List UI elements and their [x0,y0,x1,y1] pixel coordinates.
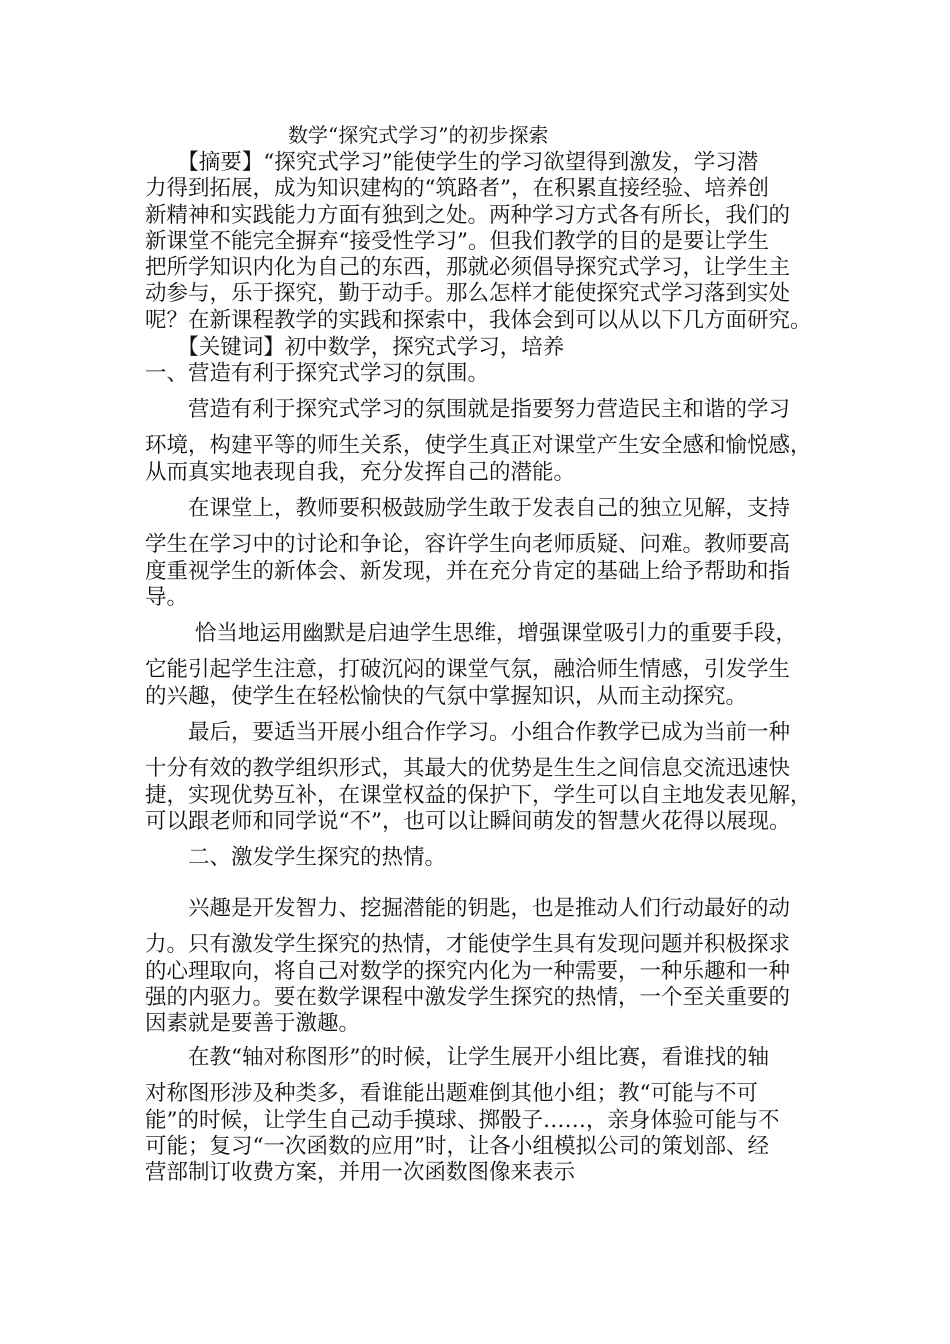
section-1-paragraph [145,720,825,835]
paragraph-line: 从而真实地表现自我，充分发挥自己的潜能。 [145,459,576,485]
section-2-paragraph [145,896,825,1037]
abstract-line: 把所学知识内化为自己的东西，那就必须倡导探究式学习，让学生主 [145,255,791,281]
paragraph-first-line: 恰当地运用幽默是启迪学生思维，增强课堂吸引力的重要手段， [145,621,797,646]
section-2-heading: 二、激发学生探究的热情。 [145,845,447,870]
paragraph-line: 能”的时候，让学生自己动手摸球、掷骰子……，亲身体验可能与不 [145,1107,780,1133]
paragraph-line: 对称图形涉及种类多，看谁能出题难倒其他小组；教“可能与不可 [145,1081,758,1107]
section-2-paragraph [145,1045,825,1186]
paragraph-line: 十分有效的教学组织形式，其最大的优势是生生之间信息交流迅速快 [145,756,791,782]
paragraph-first-line: 在课堂上，教师要积极鼓励学生敢于发表自己的独立见解，支持 [145,496,791,521]
section-2-heading-block [145,845,825,871]
section-1-paragraph [145,496,825,611]
paragraph-line: 力。只有激发学生探究的热情，才能使学生具有发现问题并积极探求 [145,932,791,958]
abstract-line: 新精神和实践能力方面有独到之处。两种学习方式各有所长，我们的 [145,202,791,228]
paragraph-line: 环境，构建平等的师生关系，使学生真正对课堂产生安全感和愉悦感， [145,433,812,459]
document-title: 数学“探究式学习”的初步探索 [288,123,549,147]
abstract-line: 动参与，乐于探究，勤于动手。那么怎样才能使探究式学习落到实处 [145,281,791,307]
paragraph-first-line: 最后，要适当开展小组合作学习。小组合作教学已成为当前一种 [145,720,791,745]
section-1-paragraph [145,397,825,486]
abstract-line: 力得到拓展，成为知识建构的“筑路者”，在积累直接经验、培养创 [145,176,769,202]
paragraph-line: 营部制订收费方案，并用一次函数图像来表示 [145,1160,576,1186]
paragraph-line: 的兴趣，使学生在轻松愉快的气氛中掌握知识，从而主动探究。 [145,683,748,709]
keywords-block [145,335,825,388]
paragraph-line: 强的内驱力。要在数学课程中激发学生探究的热情，一个至关重要的 [145,984,791,1010]
paragraph-line: 的心理取向，将自己对数学的探究内化为一种需要，一种乐趣和一种 [145,958,791,984]
paragraph-first-line: 在教“轴对称图形”的时候，让学生展开小组比赛，看谁找的轴 [145,1045,769,1070]
paragraph-line: 可以跟老师和同学说“不”，也可以让瞬间萌发的智慧火花得以展现。 [145,808,791,834]
paragraph-first-line: 兴趣是开发智力、挖掘潜能的钥匙，也是推动人们行动最好的动 [145,896,791,921]
paragraph-line: 导。 [145,584,189,610]
paragraph-line: 学生在学习中的讨论和争论，容许学生向老师质疑、问难。教师要高 [145,532,791,558]
abstract-line: 呢？在新课程教学的实践和探索中，我体会到可以从以下几方面研究。 [145,307,812,333]
paragraph-line: 可能；复习“一次函数的应用”时，让各小组模拟公司的策划部、经 [145,1133,769,1159]
paragraph-first-line: 营造有利于探究式学习的氛围就是指要努力营造民主和谐的学习 [145,397,791,422]
paragraph-line: 它能引起学生注意，打破沉闷的课堂气氛，融洽师生情感，引发学生 [145,657,791,683]
abstract-line: 【摘要】“探究式学习”能使学生的学习欲望得到激发，学习潜 [145,150,759,175]
keywords: 【关键词】初中数学，探究式学习，培养 [145,335,565,360]
paragraph-line: 度重视学生的新体会、新发现，并在充分肯定的基础上给予帮助和指 [145,558,791,584]
abstract-line: 新课堂不能完全摒弃“接受性学习”。但我们教学的目的是要让学生 [145,228,769,254]
abstract [145,150,825,334]
paragraph-line: 捷，实现优势互补，在课堂权益的保护下，学生可以自主地发表见解， [145,782,812,808]
section-1-paragraph [145,621,825,710]
paragraph-line: 因素就是要善于激趣。 [145,1011,361,1037]
section-1-heading: 一、营造有利于探究式学习的氛围。 [145,361,490,387]
